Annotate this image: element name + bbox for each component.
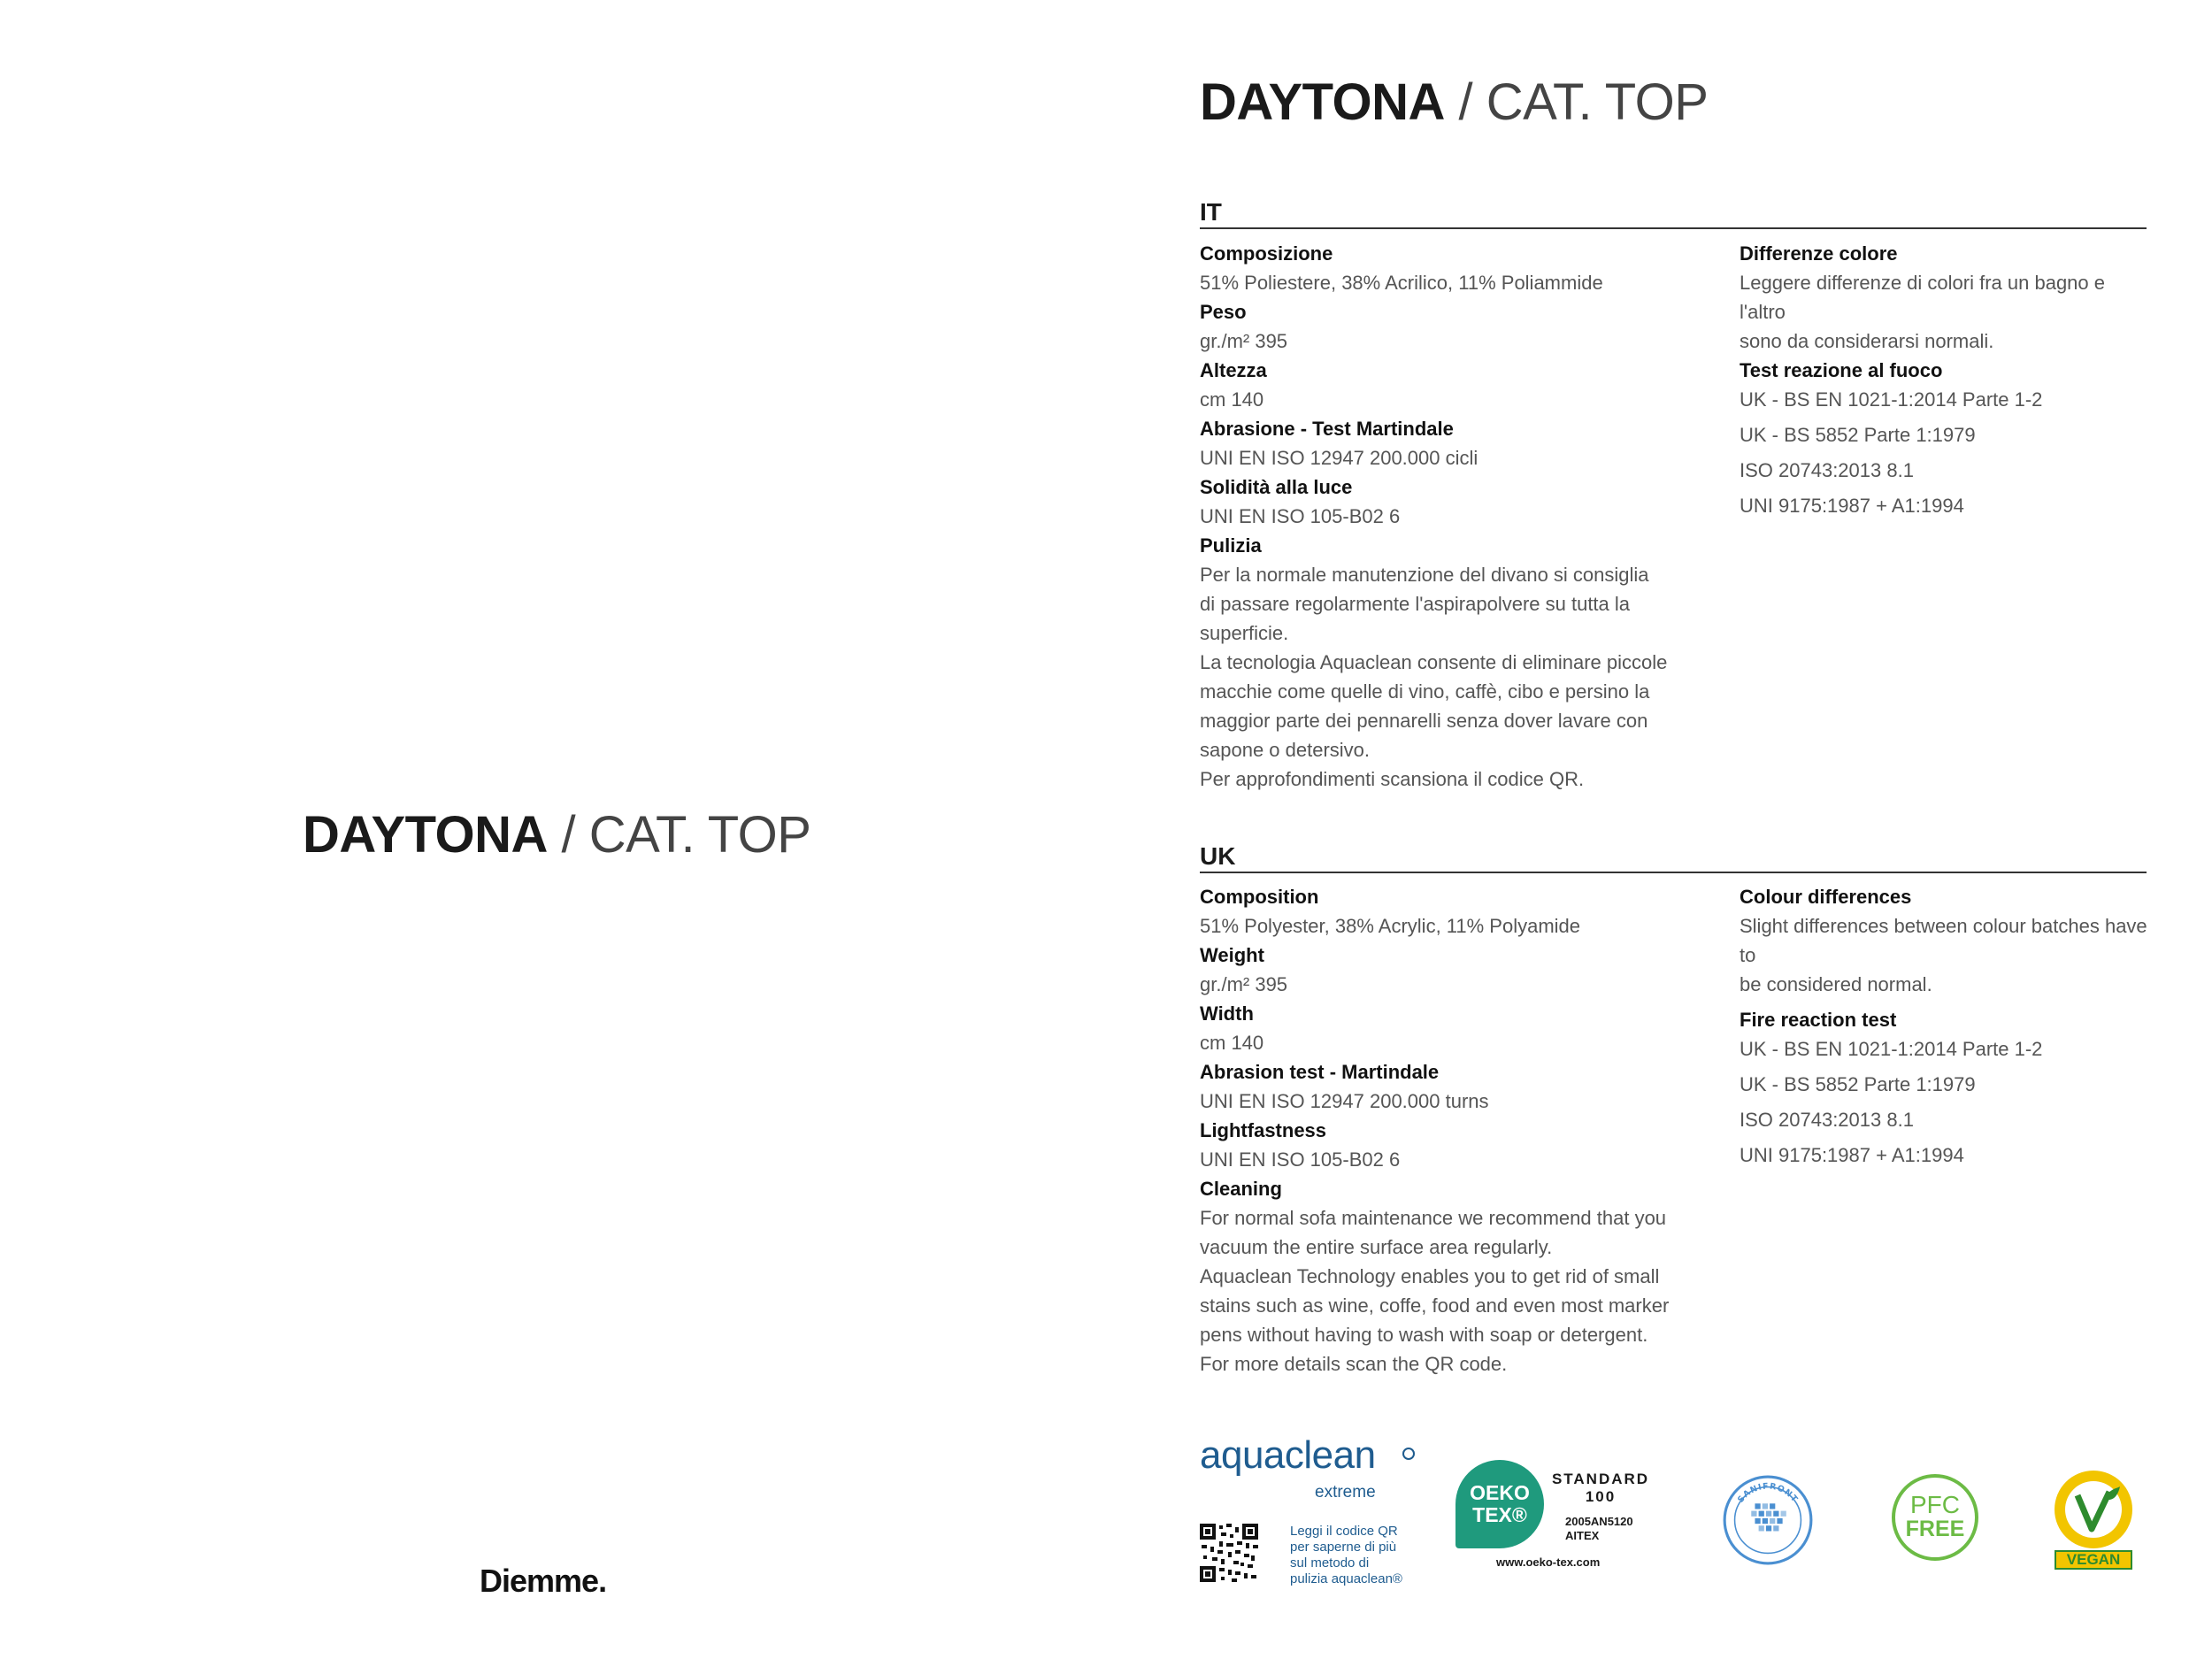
right-title-bold: DAYTONA	[1200, 73, 1445, 131]
fire-test-item: UK - BS 5852 Parte 1:1979	[1740, 1073, 1976, 1095]
cleaning-line: sapone o detersivo.	[1200, 739, 1371, 761]
spec-value: cm 140	[1200, 388, 1264, 411]
fire-test-item: ISO 20743:2013 8.1	[1740, 459, 1914, 481]
cleaning-line: superficie.	[1200, 622, 1289, 644]
spec-label: Width	[1200, 1002, 1254, 1025]
colour-diff-line: Slight differences between colour batches have to	[1740, 915, 2147, 966]
aquaclean-drop-icon	[1402, 1446, 1416, 1462]
spec-value: cm 140	[1200, 1032, 1264, 1054]
cleaning-line: pens without having to wash with soap or detergent.	[1200, 1324, 1648, 1346]
sanifront-icon	[1722, 1474, 1814, 1566]
aquaclean-logo	[1200, 1433, 1430, 1513]
oeko-lab: AITEX	[1565, 1529, 1600, 1542]
spec-label: Altezza	[1200, 359, 1267, 381]
oeko-tex-badge	[1455, 1460, 1544, 1548]
spec-value: 51% Polyester, 38% Acrylic, 11% Polyamide	[1200, 915, 1581, 937]
fire-test-item: UK - BS EN 1021-1:2014 Parte 1-2	[1740, 1038, 2043, 1060]
left-page-title	[303, 805, 810, 864]
spec-value: 51% Poliestere, 38% Acrilico, 11% Poliammide	[1200, 272, 1603, 294]
fire-test-item: UK - BS 5852 Parte 1:1979	[1740, 424, 1976, 446]
spec-label: Composition	[1200, 886, 1319, 908]
fire-test-label: Test reazione al fuoco	[1740, 359, 1943, 381]
cleaning-line: Per approfondimenti scansiona il codice QR.	[1200, 768, 1585, 790]
fire-test-label: Fire reaction test	[1740, 1009, 1897, 1031]
spec-label: Composizione	[1200, 242, 1333, 265]
colour-diff-line: be considered normal.	[1740, 973, 1932, 995]
sanifront-text: SANIFRONT	[1735, 1481, 1801, 1505]
fire-test-item: UNI 9175:1987 + A1:1994	[1740, 1144, 1964, 1166]
oeko-standard-label: STANDARD	[1551, 1471, 1650, 1487]
spec-label: Cleaning	[1200, 1178, 1282, 1200]
uk-specs-right	[1740, 882, 2164, 1170]
cleaning-line: Aquaclean Technology enables you to get rid of small	[1200, 1265, 1660, 1287]
it-specs-left	[1200, 239, 1695, 794]
section-heading-it: IT	[1200, 198, 1222, 226]
colour-diff-line: sono da considerarsi normali.	[1740, 330, 1994, 352]
it-specs-right	[1740, 239, 2155, 520]
spec-label: Abrasion test - Martindale	[1200, 1061, 1440, 1083]
qr-code-icon	[1200, 1524, 1258, 1582]
spec-label: Lightfastness	[1200, 1119, 1327, 1141]
qr-caption-line: per saperne di più	[1290, 1540, 1397, 1555]
spec-label: Pulizia	[1200, 534, 1262, 557]
oeko-tex-logo	[1455, 1460, 1659, 1575]
colour-diff-line: Leggere differenze di colori fra un bagno e l'altro	[1740, 272, 2105, 323]
qr-caption-line: Leggi il codice QR	[1290, 1524, 1398, 1539]
right-title-light: / CAT. TOP	[1444, 73, 1709, 131]
cleaning-line: Per la normale manutenzione del divano si consiglia	[1200, 564, 1649, 586]
cleaning-line: For more details scan the QR code.	[1200, 1353, 1508, 1375]
uk-specs-left	[1200, 882, 1695, 1379]
right-page-title	[1200, 73, 1708, 132]
spec-label: Solidità alla luce	[1200, 476, 1353, 498]
cleaning-line: di passare regolarmente l'aspirapolvere su tutta la	[1200, 593, 1631, 615]
section-divider-it	[1200, 227, 2147, 229]
pfc-label: PFC	[1910, 1491, 1960, 1518]
oeko-url: www.oeko-tex.com	[1496, 1555, 1601, 1569]
spec-value: UNI EN ISO 12947 200.000 cicli	[1200, 447, 1479, 469]
colour-diff-label: Differenze colore	[1740, 242, 1898, 265]
pfc-free-icon	[1892, 1474, 1978, 1561]
spec-value: gr./m² 395	[1200, 330, 1288, 352]
colour-diff-label: Colour differences	[1740, 886, 1912, 908]
spec-value: UNI EN ISO 12947 200.000 turns	[1200, 1090, 1489, 1112]
qr-caption	[1290, 1524, 1402, 1587]
cleaning-line: La tecnologia Aquaclean consente di eliminare piccole	[1200, 651, 1668, 673]
oeko-badge-line: TEX®	[1472, 1503, 1527, 1526]
section-heading-uk: UK	[1200, 842, 1236, 870]
spec-label: Abrasione - Test Martindale	[1200, 418, 1454, 440]
brand-logo: Diemme.	[480, 1563, 607, 1599]
cleaning-line: For normal sofa maintenance we recommend that you	[1200, 1207, 1667, 1229]
oeko-cert	[1565, 1515, 1633, 1543]
fire-test-item: UNI 9175:1987 + A1:1994	[1740, 495, 1964, 517]
aquaclean-extreme: extreme	[1315, 1483, 1376, 1502]
left-title-bold: DAYTONA	[303, 806, 548, 864]
spec-label: Weight	[1200, 944, 1264, 966]
spec-value: UNI EN ISO 105-B02 6	[1200, 1148, 1401, 1171]
vegan-label-icon	[2051, 1469, 2136, 1571]
oeko-cert-number: 2005AN5120	[1565, 1515, 1633, 1528]
spec-value: UNI EN ISO 105-B02 6	[1200, 505, 1401, 527]
fire-test-item: UK - BS EN 1021-1:2014 Parte 1-2	[1740, 388, 2043, 411]
spec-value: gr./m² 395	[1200, 973, 1288, 995]
aquaclean-wordmark: aquaclean	[1200, 1433, 1376, 1477]
cleaning-line: macchie come quelle di vino, caffè, cibo e persino la	[1200, 680, 1650, 703]
qr-caption-line: sul metodo di	[1290, 1555, 1370, 1571]
fire-test-item: ISO 20743:2013 8.1	[1740, 1109, 1914, 1131]
spec-label: Peso	[1200, 301, 1247, 323]
cleaning-line: maggior parte dei pennarelli senza dover lavare con	[1200, 710, 1648, 732]
cleaning-line: stains such as wine, coffe, food and even most marker	[1200, 1294, 1670, 1317]
vegan-text: VEGAN	[2055, 1550, 2132, 1570]
left-title-light: / CAT. TOP	[547, 806, 811, 864]
qr-caption-line: pulizia aquaclean®	[1290, 1571, 1402, 1586]
cleaning-line: vacuum the entire surface area regularly.	[1200, 1236, 1553, 1258]
oeko-standard-number: 100	[1585, 1488, 1617, 1505]
oeko-badge-line: OEKO	[1470, 1481, 1530, 1504]
free-label: FREE	[1905, 1517, 1965, 1541]
oeko-standard	[1551, 1471, 1650, 1506]
v-label-icon	[2051, 1469, 2136, 1550]
section-divider-uk	[1200, 872, 2147, 873]
